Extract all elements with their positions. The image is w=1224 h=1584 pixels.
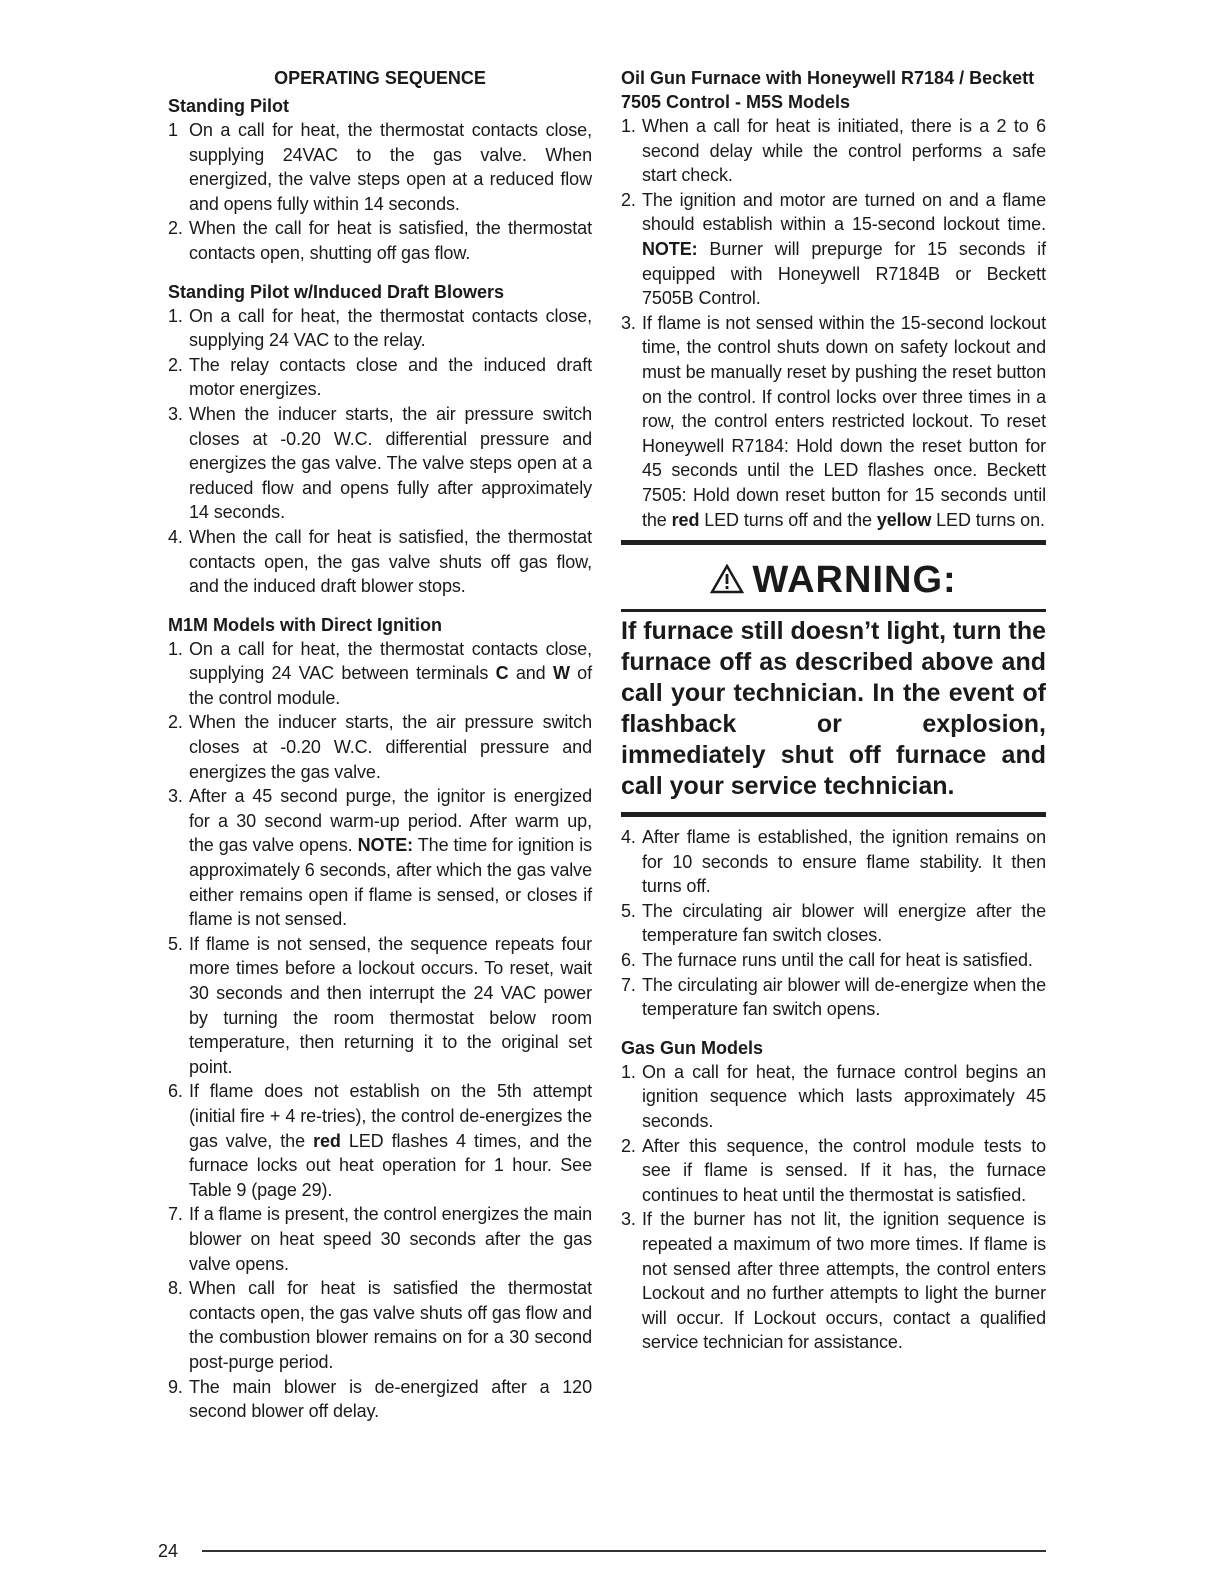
list-item: 7. The circulating air blower will de-energize when the temperature fan switch opens. — [621, 974, 1046, 1020]
list-item: 7. If a flame is present, the control energizes the main blower on heat speed 30 seconds after the gas valve opens. — [168, 1204, 592, 1274]
list-item: 5. If flame is not sensed, the sequence repeats four more times before a lockout occurs. To reset, wait 30 seconds and then interrupt the 24 VAC power by turning the room thermostat below room temperature, then returning it to the original set point. — [168, 933, 592, 1077]
list-item: 3. If the burner has not lit, the ignition sequence is repeated a maximum of two more times. If flame is not sensed after three attempts, the control enters Lockout and no further attempts to light the burner will occur. If Lockout occurs, contact a qualified service technician for assistance. — [621, 1209, 1046, 1353]
warning-bottom-rule — [621, 812, 1046, 817]
warning-title-rule — [621, 609, 1046, 612]
page-number: 24 — [158, 1541, 179, 1561]
section-heading: Standing Pilot w/Induced Draft Blowers — [168, 281, 505, 302]
list-item: 9. The main blower is de-energized after a 120 second blower off delay. — [168, 1376, 592, 1422]
step-list — [621, 1060, 1046, 1355]
step-list — [168, 118, 592, 266]
list-item: 3. After a 45 second purge, the ignitor is energized for a 30 second warm-up period. After warm up, the gas valve opens. NOTE: The time for ignition is approximately 6 seconds, after which the gas valve either remains open if flame is sensed, or closes if flame is not sensed. — [168, 786, 592, 930]
warning-triangle-icon — [710, 559, 744, 605]
list-item: 2. After this sequence, the control module tests to see if flame is sensed. If it has, the furnace continues to heat until the thermostat is satisfied. — [621, 1135, 1046, 1205]
list-item: 1. When a call for heat is initiated, there is a 2 to 6 second delay while the control performs a safe start check. — [621, 116, 1046, 186]
list-item: 3. When the inducer starts, the air pressure switch closes at -0.20 W.C. differential pressure and energizes the gas valve. The valve steps open at a reduced flow and opens fully after approximately 14 seconds. — [168, 403, 592, 523]
right-column — [621, 66, 1046, 1355]
list-item: 3. If flame is not sensed within the 15-second lockout time, the control shuts down on safety lockout and must be manually reset by pushing the reset button on the control. If control locks over three times in a row, the control enters restricted lockout. To reset Honeywell R7184: Hold down the reset button for 45 seconds until the LED flashes once. Beckett 7505: Hold down reset button for 15 seconds until the red LED turns off and the yellow LED turns on. — [621, 312, 1046, 530]
list-item: 1. On a call for heat, the thermostat contacts close, supplying 24 VAC between terminals C and W of the control module. — [168, 638, 592, 708]
list-item: 1. On a call for heat, the thermostat contacts close, supplying 24 VAC to the relay. — [168, 305, 592, 351]
list-item: 4. After flame is established, the ignition remains on for 10 seconds to ensure flame stability. It then turns off. — [621, 827, 1046, 897]
list-item: 1. On a call for heat, the furnace control begins an ignition sequence which lasts approximately 45 seconds. — [621, 1061, 1046, 1132]
warning-title: WARNING: — [621, 557, 1046, 605]
warning-top-rule — [621, 540, 1046, 545]
left-column — [168, 66, 592, 1424]
section-heading: M1M Models with Direct Ignition — [168, 614, 442, 635]
footer-rule — [202, 1550, 1046, 1552]
step-list — [621, 114, 1046, 532]
list-item: 2. When the inducer starts, the air pressure switch closes at -0.20 W.C. differential pressure and energizes the gas valve. — [168, 712, 592, 782]
step-list — [168, 304, 592, 599]
list-item: 2. When the call for heat is satisfied, the thermostat contacts open, shutting off gas flow. — [168, 218, 592, 263]
step-list — [621, 825, 1046, 1022]
step-list — [168, 637, 592, 1424]
list-item: 4. When the call for heat is satisfied, the thermostat contacts open, the gas valve shuts off gas flow, and the induced draft blower stops. — [168, 526, 592, 597]
list-item: 6. The furnace runs until the call for heat is satisfied. — [621, 950, 1033, 971]
section-heading: Gas Gun Models — [621, 1037, 764, 1058]
section-heading: Standing Pilot — [168, 96, 289, 116]
list-item: 5. The circulating air blower will energize after the temperature fan switch closes. — [621, 900, 1046, 946]
list-item: 2. The relay contacts close and the induced draft motor energizes. — [168, 354, 592, 400]
section-heading: Oil Gun Furnace with Honeywell R7184 / Beckett 7505 Control - M5S Models — [621, 68, 1035, 112]
list-item: 8. When call for heat is satisfied the thermostat contacts open, the gas valve shuts off gas flow and the combustion blower remains on for a 30 second post-purge period. — [168, 1278, 592, 1372]
page-title: OPERATING SEQUENCE — [274, 68, 486, 88]
warning-text: If furnace still doesn’t light, turn the furnace off as described above and call your technician. In the event of flashback or explosion, immediately shut off furnace and call your service technician. — [621, 617, 1047, 801]
list-item: 6. If flame does not establish on the 5th attempt (initial fire + 4 re-tries), the control de-energizes the gas valve, the red LED flashes 4 times, and the furnace locks out heat operation for 1 hour. See Table 9 (page 29). — [168, 1081, 592, 1200]
list-item: 2. The ignition and motor are turned on and a flame should establish within a 15-second lockout time. NOTE: Burner will prepurge for 15 seconds if equipped with Honeywell R7184B or Beckett 7505B Control. — [621, 189, 1046, 309]
list-item: 1 On a call for heat, the thermostat contacts close, supplying 24VAC to the gas valve. When energized, the valve steps open at a reduced flow and opens fully within 14 seconds. — [168, 120, 592, 214]
